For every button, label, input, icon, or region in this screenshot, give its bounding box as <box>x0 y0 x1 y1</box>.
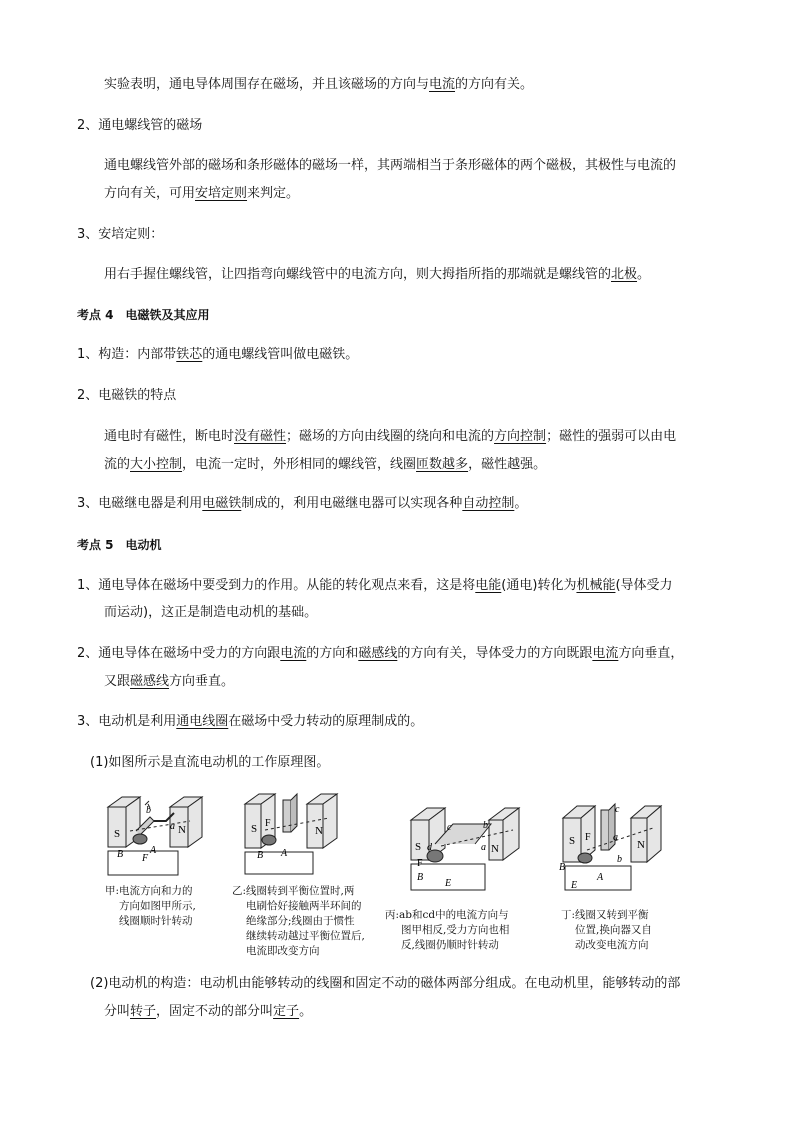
paragraph-line: (1)如图所示是直流电动机的工作原理图。 <box>90 755 330 770</box>
text: 用右手握住螺线管，让四指弯向螺线管中的电流方向，则大拇指所指的那端就是螺线管的 <box>104 267 612 282</box>
label-b: b <box>146 805 151 816</box>
text: ，磁性越强。 <box>468 457 547 472</box>
motor-illustration <box>405 800 523 895</box>
label-F: F <box>585 832 591 843</box>
motor-diagram-jia <box>100 795 212 880</box>
section-item: 2、通电螺线管的磁场 <box>77 118 203 133</box>
motor-diagram-bing <box>405 800 523 895</box>
caption-line: 绝缘部分;线圈由于惯性 <box>246 915 355 927</box>
section-item: 2、电磁铁的特点 <box>77 388 177 403</box>
caption-line: 动改变电流方向 <box>575 939 649 951</box>
text: 方向垂直。 <box>169 674 235 689</box>
text: 分叫 <box>104 1004 131 1019</box>
underlined-term: 转子 <box>130 1004 157 1019</box>
label-N: N <box>315 825 323 837</box>
text: 的方向有关，导体受力的方向既跟 <box>397 646 593 661</box>
caption-line: 乙:线圈转到平衡位置时,两 <box>232 885 355 897</box>
paragraph-line <box>104 76 533 94</box>
paragraph-line <box>104 456 546 474</box>
underlined-term: 通电线圈 <box>176 714 229 729</box>
underlined-term: 电流 <box>429 77 456 92</box>
paragraph-line <box>77 346 358 364</box>
label-B: B <box>117 849 124 860</box>
motor-diagram-ding <box>557 800 669 895</box>
text: ，电流一定时，外形相同的螺线管，线圈 <box>182 457 417 472</box>
section-item: 3、安培定则： <box>77 227 164 242</box>
label-E: E <box>571 880 578 891</box>
caption-line: 丁:线圈又转到平衡 <box>561 909 649 921</box>
label-N: N <box>637 839 645 851</box>
text: 的通电螺线管叫做电磁铁。 <box>202 347 359 362</box>
paragraph-line: (2)电动机的构造：电动机由能够转动的线圈和固定不动的磁体两部分组成。在电动机里，能够转动的部 <box>90 976 681 991</box>
paragraph-line <box>77 577 673 595</box>
text: ，固定不动的部分叫 <box>156 1004 274 1019</box>
text: (导体受力 <box>615 578 673 593</box>
paragraph-line <box>104 266 650 284</box>
text: 3、电动机是利用 <box>77 714 177 729</box>
label-S: S <box>569 835 576 847</box>
label-b: b <box>617 854 622 865</box>
label-A: A <box>150 845 157 856</box>
underlined-term: 大小控制 <box>130 457 183 472</box>
caption-line: 反,线圈仍顺时针转动 <box>401 939 499 951</box>
label-S: S <box>114 828 121 840</box>
underlined-term: 电能 <box>475 578 502 593</box>
caption-line: 图甲相反,受力方向也相 <box>401 924 510 936</box>
paragraph-line <box>104 185 299 203</box>
label-S: S <box>251 823 258 835</box>
section-heading: 考点 5 电动机 <box>77 538 162 552</box>
text: 在磁场中受力转动的原理制成的。 <box>228 714 424 729</box>
motor-illustration <box>235 790 345 880</box>
figure-caption-jia <box>105 884 196 929</box>
caption-line: 方向如图甲所示, <box>119 900 196 912</box>
motor-illustration <box>100 795 212 880</box>
text: 方向有关，可用 <box>104 186 196 201</box>
label-B: B <box>417 872 424 883</box>
text: 的方向有关。 <box>455 77 534 92</box>
underlined-term: 磁感线 <box>358 646 398 661</box>
text: (通电)转化为 <box>501 578 577 593</box>
text: 1、构造：内部带 <box>77 347 177 362</box>
underlined-term: 铁芯 <box>176 347 203 362</box>
text: 。 <box>514 496 528 511</box>
underlined-term: 磁感线 <box>130 674 170 689</box>
text: 制成的，利用电磁继电器可以实现各种 <box>241 496 463 511</box>
motor-illustration <box>557 800 669 895</box>
text: 方向垂直， <box>618 646 684 661</box>
label-c: c <box>447 822 452 833</box>
text: 通电时有磁性，断电时 <box>104 429 235 444</box>
label-N: N <box>491 843 499 855</box>
paragraph-line <box>104 1003 312 1021</box>
underlined-term: 自动控制 <box>462 496 515 511</box>
underlined-term: 定子 <box>273 1004 300 1019</box>
label-a: a <box>613 832 618 843</box>
text: 3、电磁继电器是利用 <box>77 496 203 511</box>
paragraph-line: 而运动)，这正是制造电动机的基础。 <box>104 605 318 620</box>
figure-caption-ding <box>561 908 652 953</box>
text: ；磁场的方向由线圈的绕向和电流的 <box>286 429 495 444</box>
underlined-term: 机械能 <box>576 578 616 593</box>
caption-line: 电流即改变方向 <box>246 945 320 957</box>
text: 2、通电导体在磁场中受力的方向跟 <box>77 646 281 661</box>
label-A: A <box>597 872 604 883</box>
paragraph-line <box>77 495 527 513</box>
underlined-term: 安培定则 <box>195 186 248 201</box>
text: 又跟 <box>104 674 131 689</box>
label-B: B <box>257 850 264 861</box>
text: 实验表明，通电导体周围存在磁场，并且该磁场的方向与 <box>104 77 430 92</box>
text: 。 <box>299 1004 313 1019</box>
text: ；磁性的强弱可以由电 <box>546 429 677 444</box>
label-B: B <box>559 862 566 873</box>
underlined-term: 方向控制 <box>494 429 547 444</box>
paragraph-line: 通电螺线管外部的磁场和条形磁体的磁场一样，其两端相当于条形磁体的两个磁极，其极性与电流的 <box>104 158 677 173</box>
underlined-term: 没有磁性 <box>234 429 287 444</box>
label-E: E <box>445 878 452 889</box>
text: 。 <box>637 267 651 282</box>
paragraph-line <box>104 428 676 446</box>
label-c: c <box>615 804 620 815</box>
text: 来判定。 <box>247 186 300 201</box>
label-S: S <box>415 841 422 853</box>
text: 的方向和 <box>306 646 359 661</box>
figure-caption-yi <box>232 884 365 959</box>
underlined-term: 电磁铁 <box>202 496 242 511</box>
caption-line: 甲:电流方向和力的 <box>105 885 193 897</box>
underlined-term: 北极 <box>611 267 638 282</box>
section-heading: 考点 4 电磁铁及其应用 <box>77 308 210 322</box>
label-b: b <box>483 820 488 831</box>
caption-line: 继续转动越过平衡位置后, <box>246 930 365 942</box>
label-a: a <box>481 842 486 853</box>
motor-diagram-yi <box>235 790 345 880</box>
figure-caption-bing <box>385 908 509 953</box>
caption-line: 电刷恰好接触两半环间的 <box>246 900 362 912</box>
caption-line: 丙:ab和cd中的电流方向与 <box>385 909 509 921</box>
text: 流的 <box>104 457 131 472</box>
label-A: A <box>281 848 288 859</box>
label-F: F <box>265 818 271 829</box>
paragraph-line <box>104 673 234 691</box>
underlined-term: 电流 <box>280 646 307 661</box>
label-d: d <box>427 842 432 853</box>
text: 1、通电导体在磁场中要受到力的作用。从能的转化观点来看，这是将 <box>77 578 476 593</box>
label-N: N <box>178 824 186 836</box>
underlined-term: 匝数越多 <box>416 457 469 472</box>
caption-line: 位置,换向器又自 <box>575 924 652 936</box>
underlined-term: 电流 <box>592 646 619 661</box>
label-a: a <box>170 821 175 832</box>
paragraph-line <box>77 645 683 663</box>
paragraph-line <box>77 713 423 731</box>
caption-line: 线圈顺时针转动 <box>119 915 193 927</box>
label-F: F <box>142 853 149 864</box>
label-F: F <box>417 858 423 869</box>
